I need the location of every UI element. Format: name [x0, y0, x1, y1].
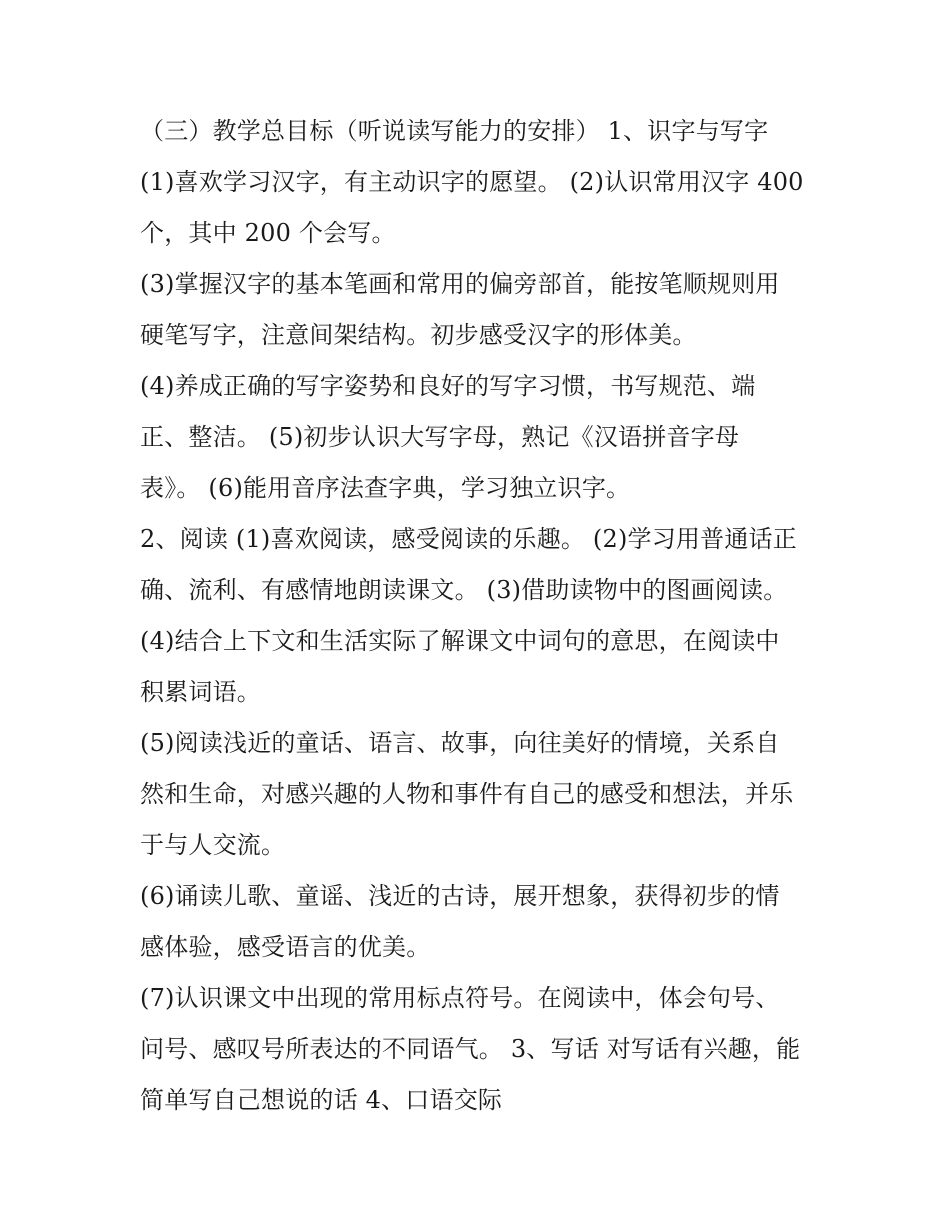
- text-line-15: 于与人交流。: [140, 831, 286, 859]
- text-line-16: (6)诵读儿歌、童谣、浅近的古诗，展开想象，获得初步的情: [140, 882, 780, 910]
- text-line-17: 感体验，感受语言的优美。: [140, 933, 431, 961]
- text-line-1: （三）教学总目标（听说读写能力的安排） 1、识字与写字: [140, 117, 769, 145]
- document-body: [140, 106, 830, 1126]
- text-line-18: (7)认识课文中出现的常用标点符号。在阅读中，体会句号、: [140, 984, 780, 1012]
- text-line-2: (1)喜欢学习汉字，有主动识字的愿望。 (2)认识常用汉字 400: [140, 168, 804, 196]
- text-line-12: 积累词语。: [140, 678, 261, 706]
- text-line-5: 硬笔写字，注意间架结构。初步感受汉字的形体美。: [140, 321, 697, 349]
- text-line-9: 2、阅读 (1)喜欢阅读，感受阅读的乐趣。 (2)学习用普通话正: [140, 525, 797, 553]
- text-line-6: (4)养成正确的写字姿势和良好的写字习惯，书写规范、端: [140, 372, 756, 400]
- text-line-20: 简单写自己想说的话 4、口语交际: [140, 1086, 503, 1114]
- text-line-8: 表》。 (6)能用音序法查字典，学习独立识字。: [140, 474, 631, 502]
- text-line-14: 然和生命，对感兴趣的人物和事件有自己的感受和想法，并乐: [140, 780, 794, 808]
- text-line-4: (3)掌握汉字的基本笔画和常用的偏旁部首，能按笔顺规则用: [140, 270, 780, 298]
- text-line-13: (5)阅读浅近的童话、语言、故事，向往美好的情境，关系自: [140, 729, 780, 757]
- text-line-7: 正、整洁。 (5)初步认识大写字母，熟记《汉语拼音字母: [140, 423, 740, 451]
- text-line-19: 问号、感叹号所表达的不同语气。 3、写话 对写话有兴趣，能: [140, 1035, 801, 1063]
- text-line-11: (4)结合上下文和生活实际了解课文中词句的意思，在阅读中: [140, 627, 780, 655]
- text-line-3: 个，其中 200 个会写。: [140, 219, 396, 247]
- text-line-10: 确、流利、有感情地朗读课文。 (3)借助读物中的图画阅读。: [140, 576, 788, 604]
